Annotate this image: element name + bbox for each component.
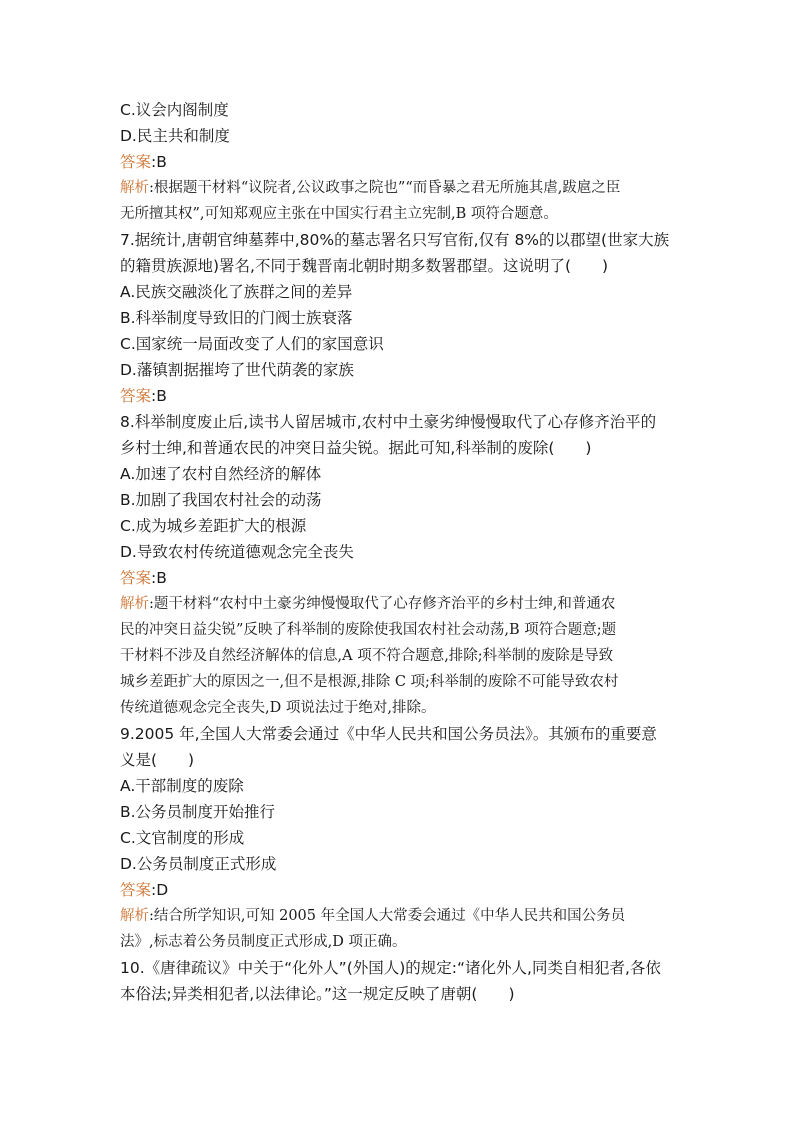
- answer-tag: 答案: [120, 153, 152, 171]
- analysis-line: 法》,标志着公务员制度正式形成,D 项正确。: [120, 934, 407, 950]
- analysis-line: 干材料不涉及自然经济解体的信息,A 项不符合题意,排除;科举制的废除是导致: [120, 648, 614, 664]
- q8-option-b: B.加剧了我国农村社会的动荡: [120, 491, 322, 509]
- q8-option-d: D.导致农村传统道德观念完全丧失: [120, 543, 354, 561]
- q10-stem: [120, 955, 680, 1007]
- analysis-tag: 解析: [120, 908, 149, 924]
- question-content: [120, 97, 680, 1007]
- answer-value: :B: [151, 387, 167, 405]
- stem-line: 10.《唐律疏议》中关于“化外人”(外国人)的规定:“诸化外人,同类自相犯者,各依: [120, 959, 661, 977]
- q9-option-a: A.干部制度的废除: [120, 777, 244, 795]
- analysis-line: :结合所学知识,可知 2005 年全国人大常委会通过《中华人民共和国公务员: [149, 908, 626, 924]
- answer-value: :B: [151, 153, 167, 171]
- q6-option-d: D.民主共和制度: [120, 127, 230, 145]
- q8-answer: [120, 565, 680, 591]
- q8-stem: [120, 409, 680, 461]
- stem-line: 8.科举制度废止后,读书人留居城市,农村中土豪劣绅慢慢取代了心存修齐治平的: [120, 413, 657, 431]
- q8-option-a: A.加速了农村自然经济的解体: [120, 465, 322, 483]
- answer-value: :B: [151, 569, 167, 587]
- q9-option-b: B.公务员制度开始推行: [120, 803, 276, 821]
- analysis-line: :根据题干材料“议院者,公议政事之院也”“而昏暴之君无所施其虐,跋扈之臣: [149, 180, 621, 196]
- analysis-tag: 解析: [120, 180, 149, 196]
- analysis-line: 无所擅其权”,可知郑观应主张在中国实行君主立宪制,B 项符合题意。: [120, 206, 558, 222]
- q8-option-c: C.成为城乡差距扩大的根源: [120, 517, 307, 535]
- q8-analysis: [120, 591, 680, 721]
- q7-option-c: C.国家统一局面改变了人们的家国意识: [120, 335, 384, 353]
- stem-line: 9.2005 年,全国人大常委会通过《中华人民共和国公务员法》。其颁布的重要意: [120, 725, 657, 743]
- q7-option-d: D.藩镇割据摧垮了世代荫袭的家族: [120, 361, 354, 379]
- answer-tag: 答案: [120, 569, 152, 587]
- analysis-line: 城乡差距扩大的原因之一,但不是根源,排除 C 项;科举制的废除不可能导致农村: [120, 674, 619, 690]
- q6-answer: [120, 149, 680, 175]
- answer-tag: 答案: [120, 387, 152, 405]
- analysis-line: :题干材料“农村中土豪劣绅慢慢取代了心存修齐治平的乡村士绅,和普通农: [149, 596, 616, 612]
- q6-analysis: [120, 175, 680, 227]
- answer-value: :D: [151, 881, 169, 899]
- stem-line: 的籍贯族源地)署名,不同于魏晋南北朝时期多数署郡望。这说明了( ): [120, 257, 609, 275]
- q7-option-b: B.科举制度导致旧的门阀士族衰落: [120, 309, 353, 327]
- q7-option-a: A.民族交融淡化了族群之间的差异: [120, 283, 353, 301]
- q9-option-c: C.文官制度的形成: [120, 829, 245, 847]
- q9-analysis: [120, 903, 680, 955]
- q9-option-d: D.公务员制度正式形成: [120, 855, 277, 873]
- q7-answer: [120, 383, 680, 409]
- q6-option-c: C.议会内阁制度: [120, 101, 229, 119]
- stem-line: 乡村士绅,和普通农民的冲突日益尖锐。据此可知,科举制的废除( ): [120, 439, 592, 457]
- q9-answer: [120, 877, 680, 903]
- q9-stem: [120, 721, 680, 773]
- answer-tag: 答案: [120, 881, 152, 899]
- stem-line: 本俗法;异类相犯者,以法律论。”这一规定反映了唐朝( ): [120, 985, 515, 1003]
- stem-line: 义是( ): [120, 751, 195, 769]
- stem-line: 7.据统计,唐朝官绅墓葬中,80%的墓志署名只写官衔,仅有 8%的以郡望(世家大族: [120, 231, 670, 249]
- analysis-tag: 解析: [120, 596, 149, 612]
- q7-stem: [120, 227, 680, 279]
- analysis-line: 民的冲突日益尖锐”反映了科举制的废除使我国农村社会动荡,B 项符合题意;题: [120, 622, 617, 638]
- analysis-line: 传统道德观念完全丧失,D 项说法过于绝对,排除。: [120, 700, 436, 716]
